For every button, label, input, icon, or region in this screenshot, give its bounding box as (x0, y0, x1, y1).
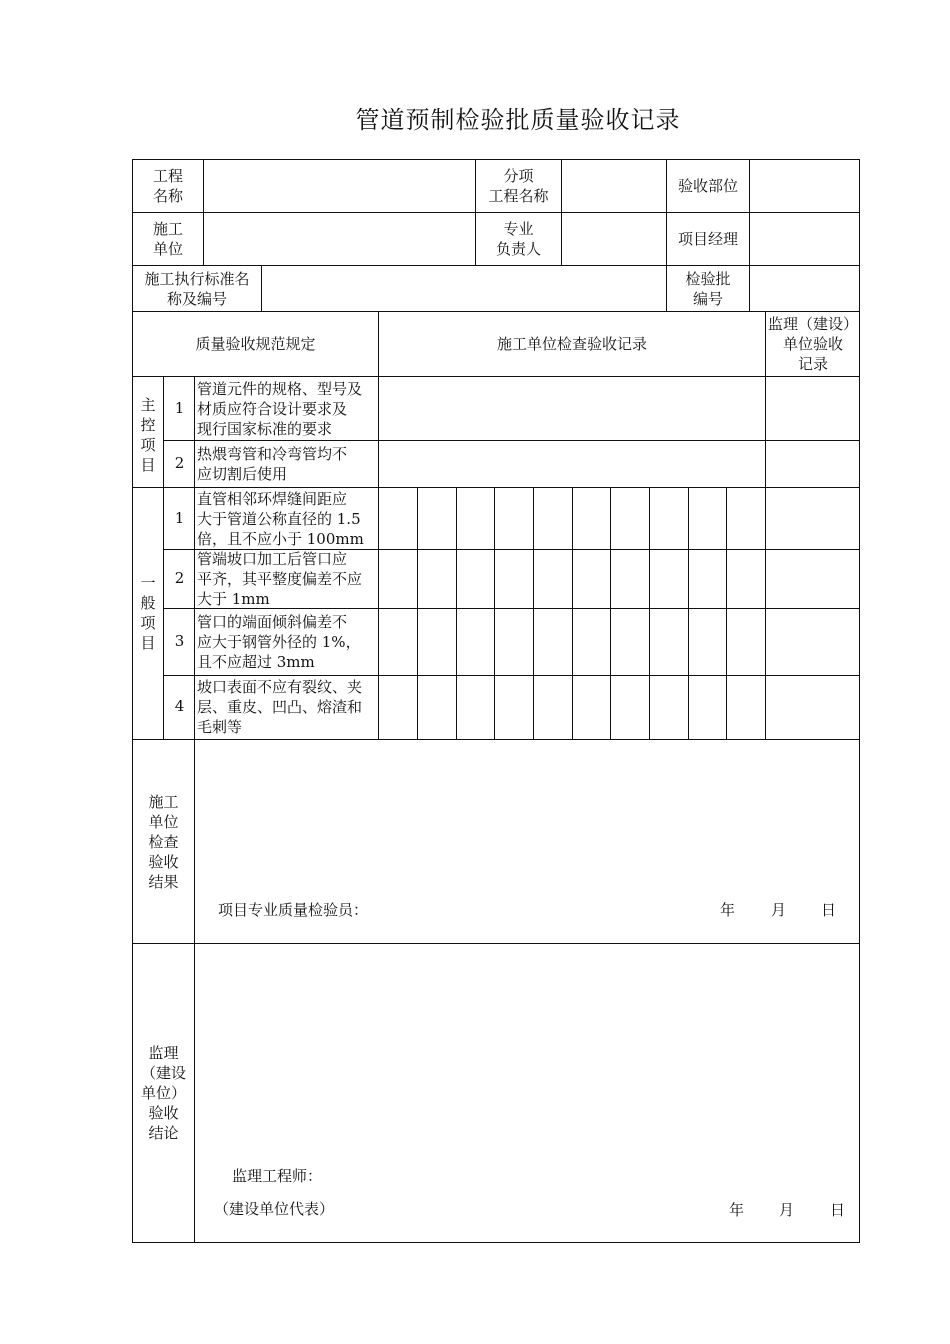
general-item-number: 4 (174, 697, 185, 715)
general-item-number: 2 (174, 569, 185, 587)
project-manager-label: 项目经理 (677, 230, 738, 248)
general-items-label: 一 般 项 目 (140, 574, 156, 652)
main-item-number: 2 (174, 454, 185, 472)
engineer-label: 监理工程师： (232, 1167, 323, 1185)
page-title: 管道预制检验批质量验收记录 (355, 106, 681, 134)
general-item-number: 3 (174, 632, 185, 650)
construction-unit-label: 施工 单位 (152, 220, 183, 258)
main-control-label: 主 控 项 目 (140, 396, 156, 474)
owner-rep-label: （建设单位代表） (214, 1200, 335, 1218)
main-item-text: 热煨弯管和冷弯管均不 应切割后使用 (197, 445, 348, 483)
sub-project-name-label: 分项 工程名称 (488, 167, 549, 205)
general-item-text: 管口的端面倾斜偏差不 应大于钢管外径的 1%， 且不应超过 3mm (197, 613, 361, 671)
month-label: 月 (771, 901, 787, 919)
supervision-conclusion-label: 监理 （建设 单位） 验收 结论 (140, 1044, 186, 1142)
batch-number-label: 检验批 编号 (685, 269, 731, 308)
supervision-record-header: 监理（建设） 单位验收 记录 (767, 315, 858, 373)
construction-result-label: 施工 单位 检查 验收 结果 (148, 792, 179, 891)
spec-column-header: 质量验收规范规定 (195, 335, 316, 353)
general-item-number: 1 (174, 509, 185, 527)
project-name-label: 工程 名称 (152, 167, 183, 205)
inspector-label: 项目专业质量检验员： (218, 901, 369, 919)
day-label: 日 (830, 1201, 846, 1219)
main-item-text: 管道元件的规格、型号及 材质应符合设计要求及 现行国家标准的要求 (197, 380, 363, 438)
general-item-text: 管端坡口加工后管口应 平齐，其平整度偏差不应 大于 1mm (197, 550, 363, 608)
specialty-leader-label: 专业 负责人 (495, 220, 541, 258)
standard-name-label: 施工执行标准名 称及编号 (144, 269, 250, 308)
year-label: 年 (729, 1201, 745, 1219)
day-label: 日 (821, 901, 837, 919)
general-item-text: 坡口表面不应有裂纹、夹 层、重皮、凹凸、熔渣和 毛刺等 (197, 678, 363, 736)
general-item-text: 直管相邻环焊缝间距应 大于管道公称直径的 1.5 倍，且不应小于 100mm (197, 490, 364, 548)
construction-record-header: 施工单位检查验收记录 (496, 335, 647, 353)
acceptance-part-label: 验收部位 (677, 177, 738, 195)
year-label: 年 (720, 901, 736, 919)
month-label: 月 (779, 1201, 795, 1219)
main-item-number: 1 (174, 399, 185, 417)
